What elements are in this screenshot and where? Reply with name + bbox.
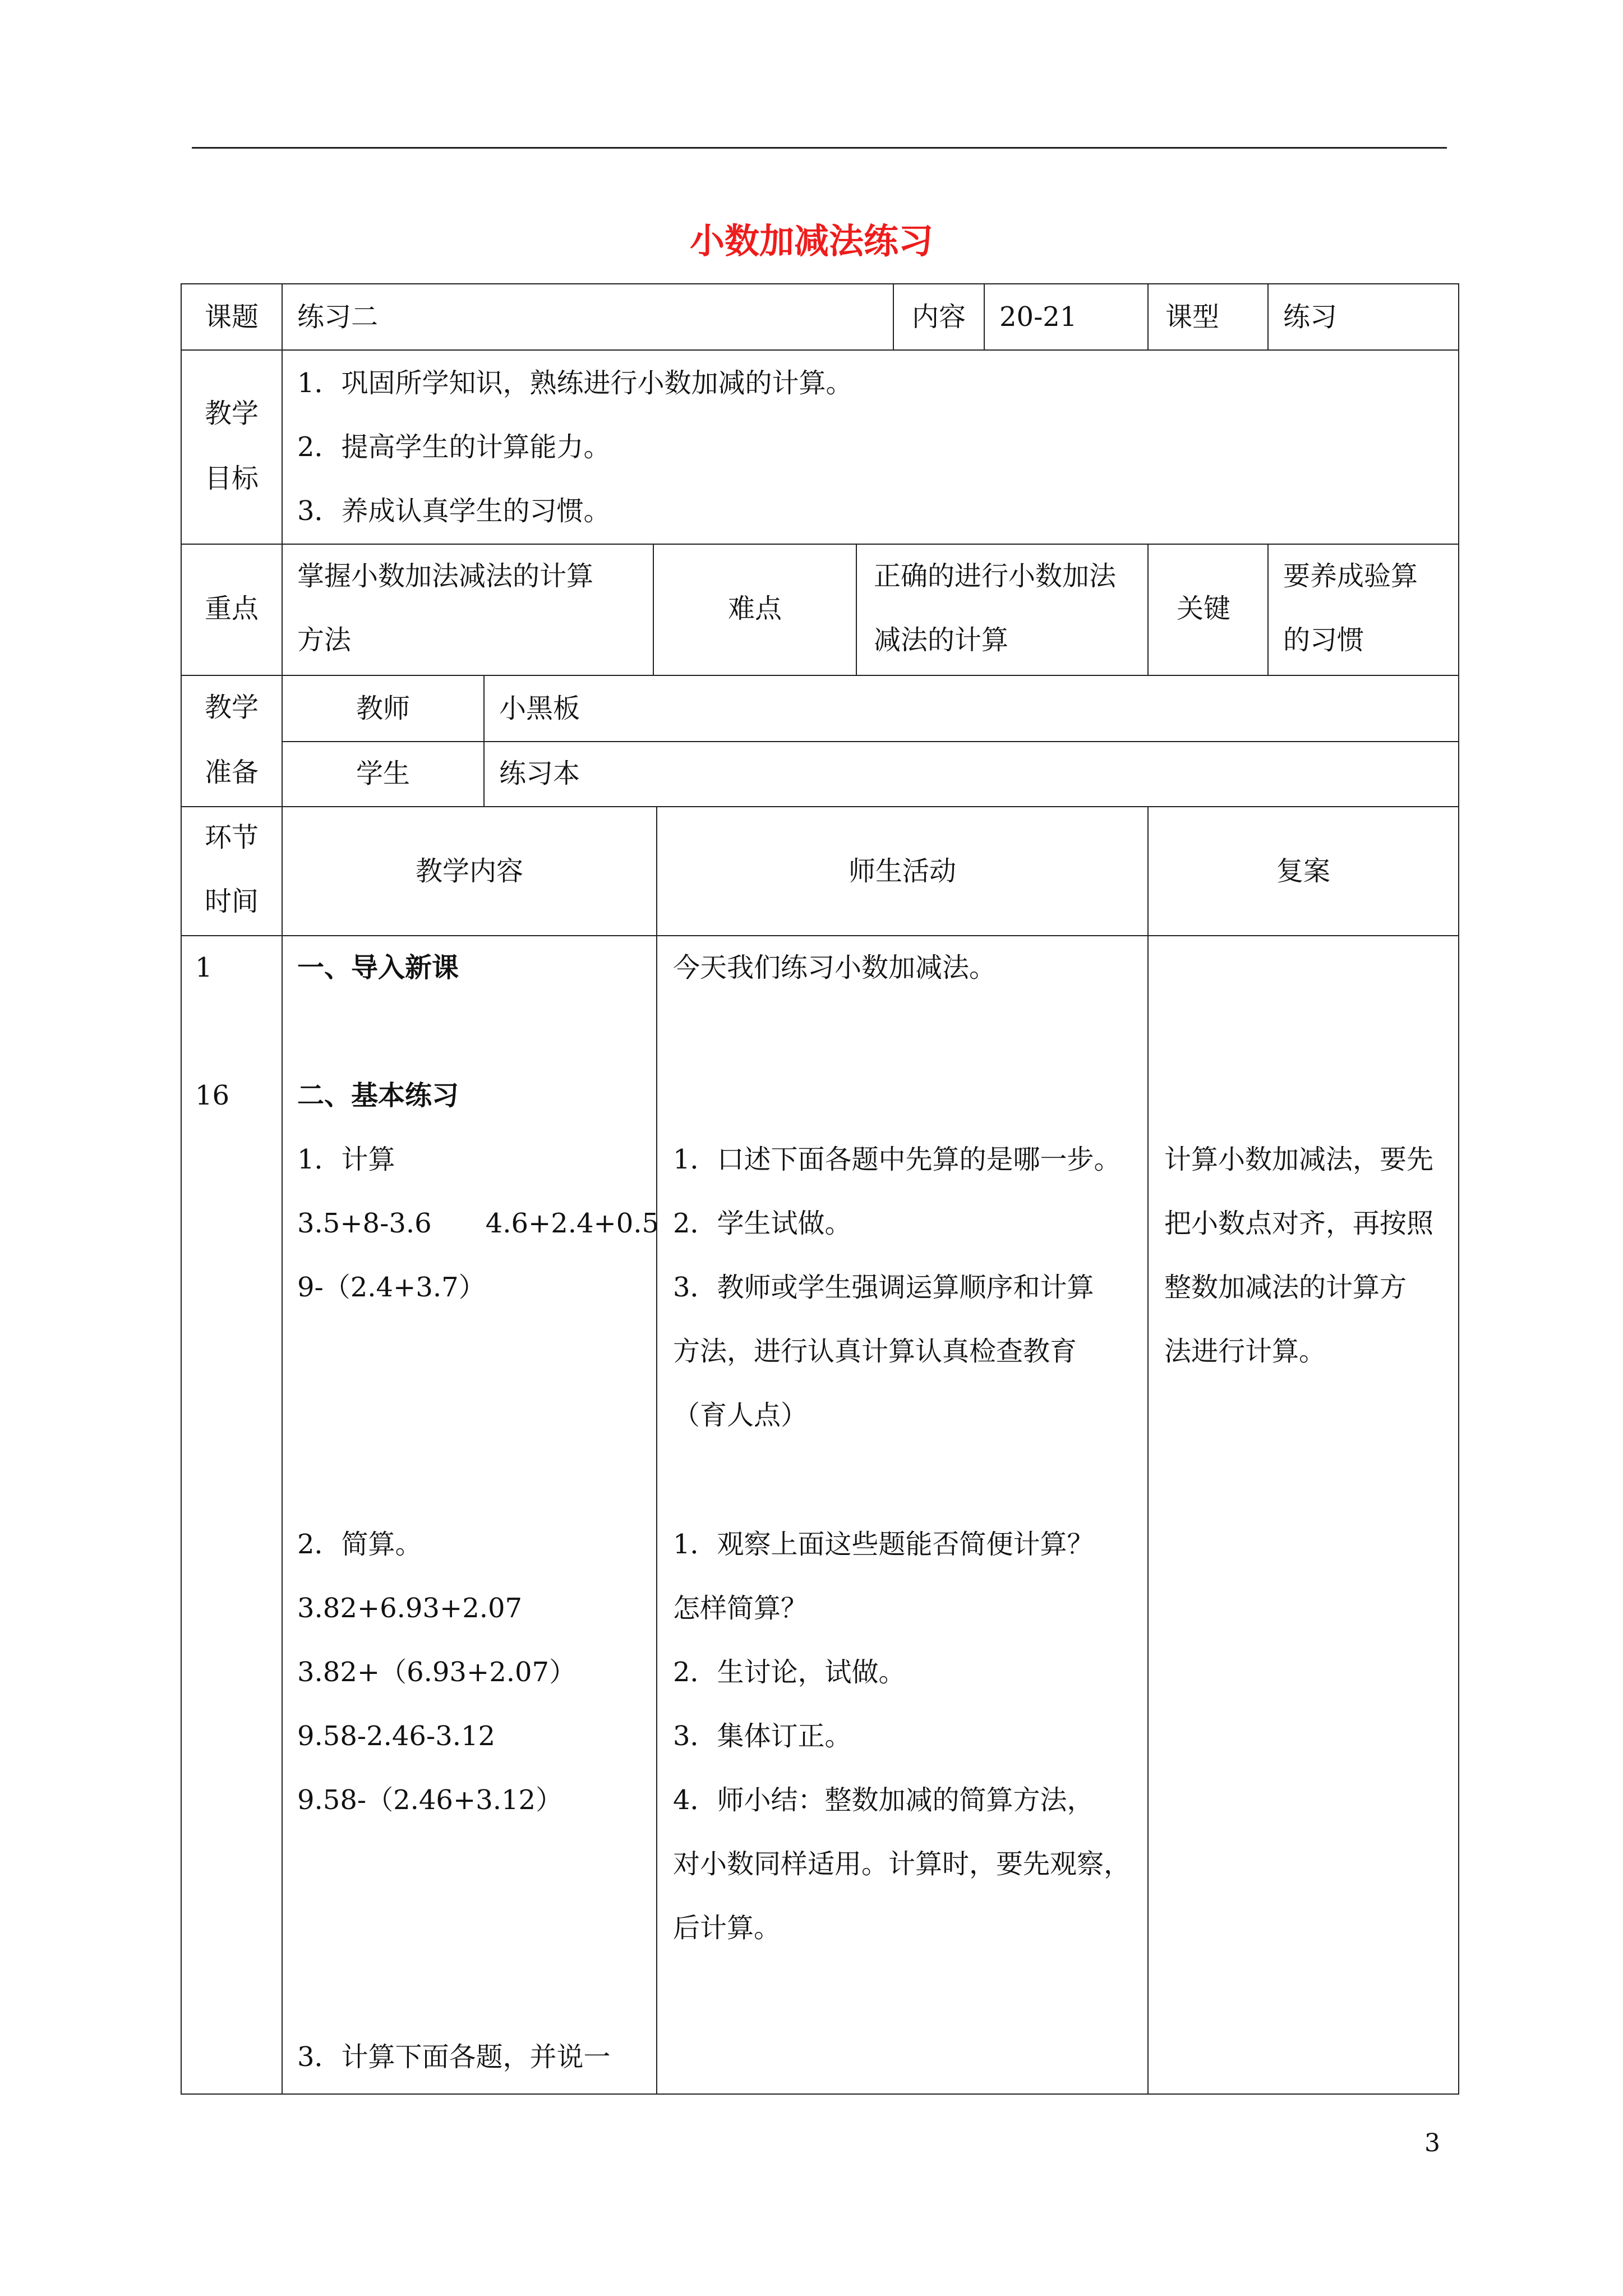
difficulty-line-1: 正确的进行小数加法 (874, 560, 1117, 592)
prep-teacher-label: 教师 (356, 693, 410, 724)
crux-label: 关键 (1177, 593, 1231, 624)
prep-student-value: 练习本 (499, 758, 580, 789)
goal-item-1: 1．巩固所学知识，熟练进行小数加减的计算。 (297, 367, 853, 399)
goals-label-line1: 教学 (204, 398, 259, 429)
difficulty-label-cell (653, 544, 857, 676)
stage-header-line2: 时间 (204, 886, 259, 917)
time-column-cell (181, 935, 283, 2095)
key-label-cell (181, 544, 283, 676)
content-value-cell (984, 283, 1149, 351)
key-line-2: 方法 (297, 624, 352, 656)
prep-teacher-label-cell (282, 675, 485, 742)
prep-teacher-value-cell (483, 675, 1459, 742)
difficulty-line-2: 减法的计算 (874, 624, 1009, 656)
crux-line-1: 要养成验算 (1283, 560, 1418, 592)
exercise-2-title: 2．简算。 (297, 1529, 422, 1560)
type-value: 练习 (1283, 301, 1338, 333)
exercise-1-title: 1．计算 (297, 1144, 395, 1175)
review-line-4: 法进行计算。 (1164, 1336, 1326, 1367)
activity-header-cell (656, 806, 1149, 936)
page-number: 3 (1424, 2129, 1440, 2157)
prep-student-value-cell (483, 741, 1459, 807)
type-label: 课型 (1165, 301, 1220, 333)
content-header: 教学内容 (415, 855, 523, 887)
review-header-cell (1147, 806, 1459, 936)
goals-label-cell (181, 349, 283, 545)
goal-item-3: 3．养成认真学生的习惯。 (297, 495, 611, 527)
activity-2-line-4: 3．集体订正。 (673, 1720, 852, 1752)
crux-label-cell (1147, 544, 1269, 676)
prep-label-cell (181, 675, 283, 807)
activity-2-line-3: 2．生讨论，试做。 (673, 1657, 906, 1688)
review-header: 复案 (1276, 855, 1330, 887)
type-label-cell (1147, 283, 1269, 351)
content-column-cell (282, 935, 660, 2095)
goals-label-line2: 目标 (204, 463, 259, 494)
exercise-2-line-2: 3.82+（6.93+2.07） (297, 1657, 577, 1688)
content-header-cell (282, 806, 657, 936)
exercise-2-line-3: 9.58-2.46-3.12 (297, 1720, 496, 1752)
activity-1-line-3: 3．教师或学生强调运算顺序和计算 (673, 1272, 1094, 1303)
goal-item-2: 2．提高学生的计算能力。 (297, 431, 611, 463)
review-line-2: 把小数点对齐，再按照 (1164, 1208, 1434, 1239)
prep-student-label: 学生 (356, 758, 410, 789)
time-value-1: 1 (195, 952, 213, 983)
activity-2-line-5: 4．师小结：整数加减的简算方法， (673, 1784, 1094, 1816)
key-label: 重点 (204, 593, 259, 624)
header-rule (192, 147, 1447, 149)
difficulty-content-cell (856, 544, 1149, 676)
topic-value: 练习二 (297, 301, 379, 333)
section-intro-title: 一、导入新课 (297, 952, 459, 983)
time-value-2: 16 (195, 1080, 230, 1111)
page-title: 小数加减法练习 (689, 220, 933, 261)
activity-column-cell (656, 935, 1149, 2095)
review-line-1: 计算小数加减法，要先 (1164, 1144, 1434, 1175)
stage-header-line1: 环节 (204, 822, 259, 853)
activity-intro: 今天我们练习小数加减法。 (673, 952, 997, 983)
exercise-1-line-1: 3.5+8-3.6 4.6+2.4+0.5 (297, 1208, 660, 1239)
difficulty-label: 难点 (727, 593, 782, 624)
activity-2-line-2: 怎样简算？ (673, 1593, 808, 1624)
key-content-cell (282, 544, 654, 676)
crux-line-2: 的习惯 (1283, 624, 1364, 656)
content-label-cell (893, 283, 985, 351)
review-column-cell (1147, 935, 1459, 2095)
key-line-1: 掌握小数加法减法的计算 (297, 560, 594, 592)
crux-content-cell (1267, 544, 1459, 676)
exercise-2-line-4: 9.58-（2.46+3.12） (297, 1784, 563, 1816)
activity-2-line-1: 1．观察上面这些题能否简便计算？ (673, 1529, 1094, 1560)
activity-1-line-1: 1．口述下面各题中先算的是哪一步。 (673, 1144, 1121, 1175)
exercise-2-line-1: 3.82+6.93+2.07 (297, 1593, 523, 1624)
activity-1-line-2: 2．学生试做。 (673, 1208, 852, 1239)
activity-1-line-5: （育人点） (673, 1400, 808, 1431)
activity-header: 师生活动 (848, 855, 956, 887)
stage-time-header-cell (181, 806, 283, 936)
activity-2-line-6: 对小数同样适用。计算时，要先观察， (673, 1848, 1131, 1880)
goals-content-cell (282, 349, 1459, 545)
topic-label-cell (181, 283, 283, 351)
content-value: 20-21 (999, 301, 1077, 333)
activity-1-line-4: 方法，进行认真计算认真检查教育 (673, 1336, 1077, 1367)
prep-label-line1: 教学 (204, 692, 259, 723)
exercise-3-title: 3．计算下面各题，并说一 (297, 2041, 611, 2073)
prep-student-label-cell (282, 741, 485, 807)
review-line-3: 整数加减法的计算方 (1164, 1272, 1407, 1303)
activity-2-line-7: 后计算。 (673, 1912, 781, 1944)
exercise-1-line-2: 9-（2.4+3.7） (297, 1272, 486, 1303)
topic-label: 课题 (204, 301, 259, 333)
content-label: 内容 (911, 301, 966, 333)
topic-value-cell (282, 283, 894, 351)
prep-teacher-value: 小黑板 (499, 693, 580, 724)
section-basic-title: 二、基本练习 (297, 1080, 459, 1111)
type-value-cell (1267, 283, 1459, 351)
prep-label-line2: 准备 (204, 757, 259, 788)
